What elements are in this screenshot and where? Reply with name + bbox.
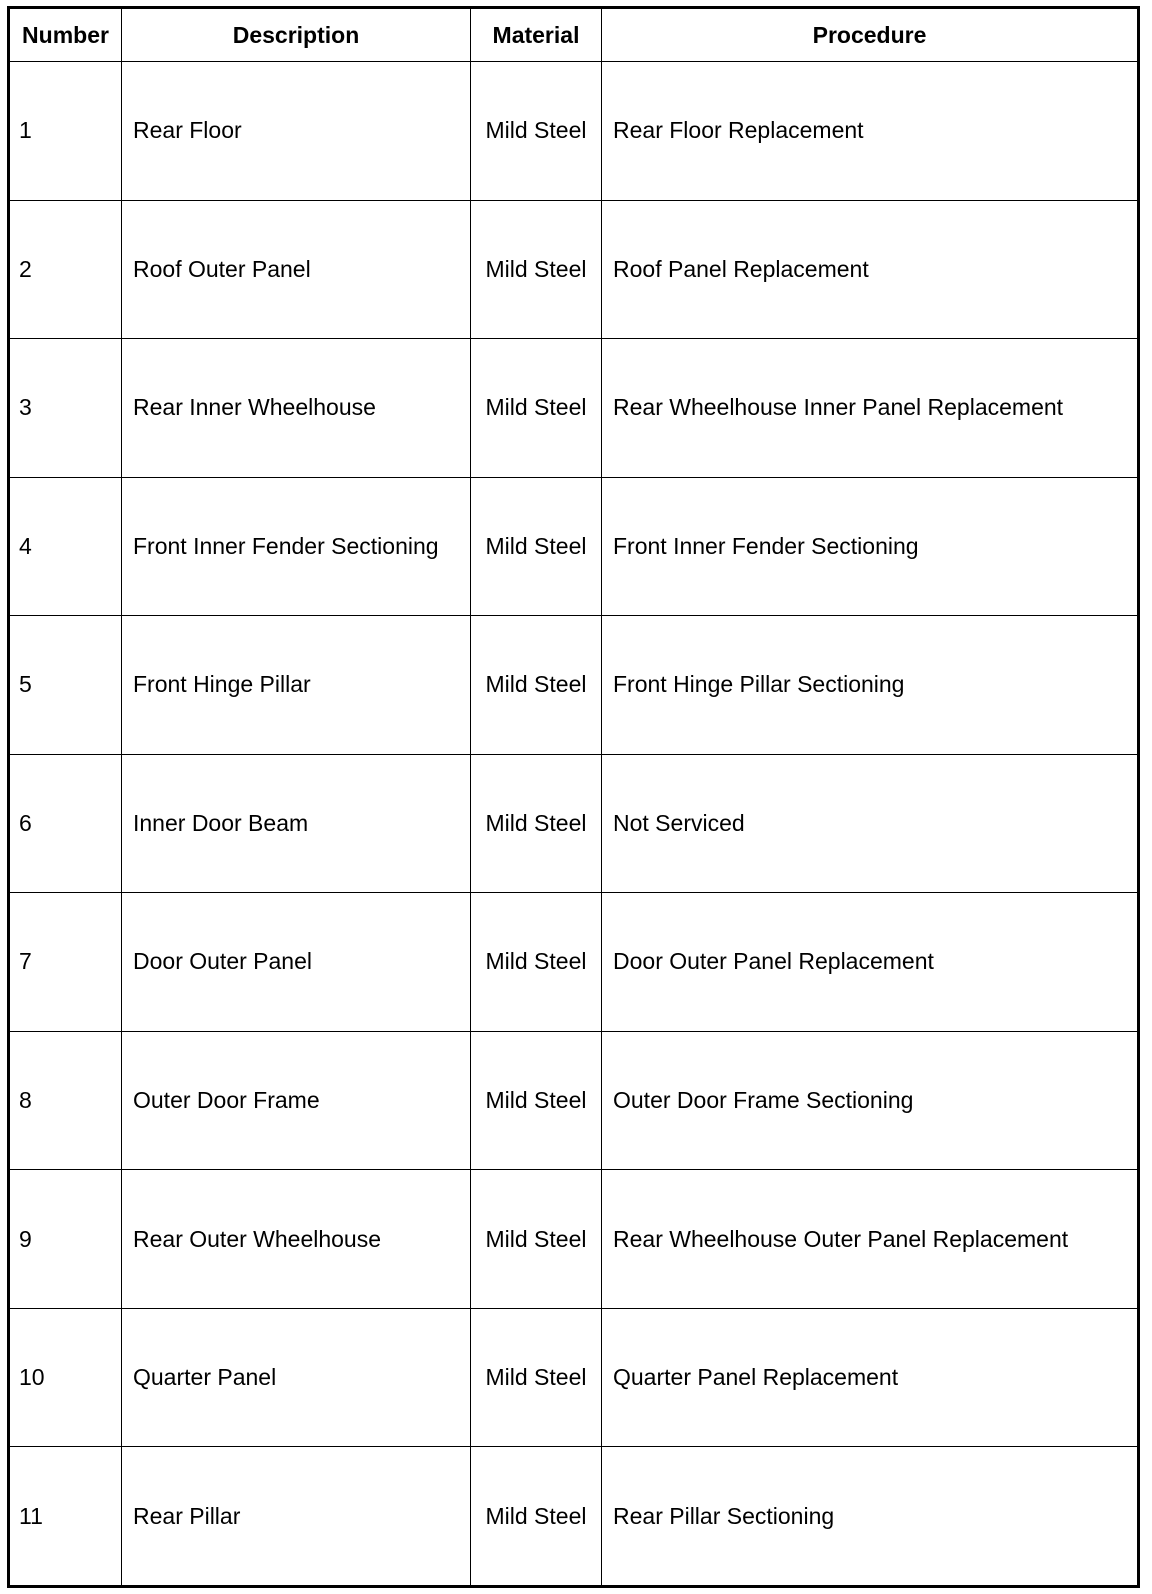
table-row: [9, 62, 1139, 201]
table-header: [9, 8, 1139, 62]
cell-number: 8: [9, 1031, 122, 1170]
cell-procedure: Rear Floor Replacement: [602, 62, 1139, 201]
cell-description: Door Outer Panel: [122, 893, 471, 1032]
cell-procedure: Outer Door Frame Sectioning: [602, 1031, 1139, 1170]
cell-material: Mild Steel: [471, 1031, 602, 1170]
cell-description: Rear Outer Wheelhouse: [122, 1170, 471, 1309]
cell-procedure: Rear Wheelhouse Outer Panel Replacement: [602, 1170, 1139, 1309]
table-row: [9, 1031, 1139, 1170]
cell-material: Mild Steel: [471, 754, 602, 893]
cell-procedure: Front Inner Fender Sectioning: [602, 477, 1139, 616]
cell-number: 11: [9, 1447, 122, 1587]
table-row: [9, 477, 1139, 616]
cell-material: Mild Steel: [471, 200, 602, 339]
cell-material: Mild Steel: [471, 477, 602, 616]
cell-description: Rear Floor: [122, 62, 471, 201]
cell-procedure: Door Outer Panel Replacement: [602, 893, 1139, 1032]
cell-description: Roof Outer Panel: [122, 200, 471, 339]
table-row: [9, 616, 1139, 755]
cell-description: Quarter Panel: [122, 1308, 471, 1447]
cell-number: 10: [9, 1308, 122, 1447]
header-number: Number: [9, 8, 122, 62]
cell-description: Rear Pillar: [122, 1447, 471, 1587]
cell-material: Mild Steel: [471, 893, 602, 1032]
cell-description: Rear Inner Wheelhouse: [122, 339, 471, 478]
header-material: Material: [471, 8, 602, 62]
table-row: [9, 754, 1139, 893]
cell-number: 9: [9, 1170, 122, 1309]
cell-description: Inner Door Beam: [122, 754, 471, 893]
table-row: [9, 200, 1139, 339]
cell-number: 1: [9, 62, 122, 201]
cell-description: Front Inner Fender Sectioning: [122, 477, 471, 616]
cell-procedure: Quarter Panel Replacement: [602, 1308, 1139, 1447]
cell-procedure: Rear Wheelhouse Inner Panel Replacement: [602, 339, 1139, 478]
cell-description: Front Hinge Pillar: [122, 616, 471, 755]
table-body: [9, 62, 1139, 1587]
header-description: Description: [122, 8, 471, 62]
cell-number: 4: [9, 477, 122, 616]
cell-number: 6: [9, 754, 122, 893]
cell-procedure: Front Hinge Pillar Sectioning: [602, 616, 1139, 755]
table-row: [9, 1447, 1139, 1587]
cell-procedure: Roof Panel Replacement: [602, 200, 1139, 339]
cell-material: Mild Steel: [471, 339, 602, 478]
cell-procedure: Rear Pillar Sectioning: [602, 1447, 1139, 1587]
cell-description: Outer Door Frame: [122, 1031, 471, 1170]
cell-number: 7: [9, 893, 122, 1032]
parts-table: [7, 6, 1140, 1588]
cell-number: 2: [9, 200, 122, 339]
cell-material: Mild Steel: [471, 616, 602, 755]
cell-material: Mild Steel: [471, 1308, 602, 1447]
cell-number: 5: [9, 616, 122, 755]
cell-material: Mild Steel: [471, 62, 602, 201]
table-row: [9, 1308, 1139, 1447]
table-row: [9, 1170, 1139, 1309]
header-row: [9, 8, 1139, 62]
cell-material: Mild Steel: [471, 1447, 602, 1587]
cell-material: Mild Steel: [471, 1170, 602, 1309]
cell-number: 3: [9, 339, 122, 478]
table-row: [9, 339, 1139, 478]
cell-procedure: Not Serviced: [602, 754, 1139, 893]
header-procedure: Procedure: [602, 8, 1139, 62]
table-row: [9, 893, 1139, 1032]
